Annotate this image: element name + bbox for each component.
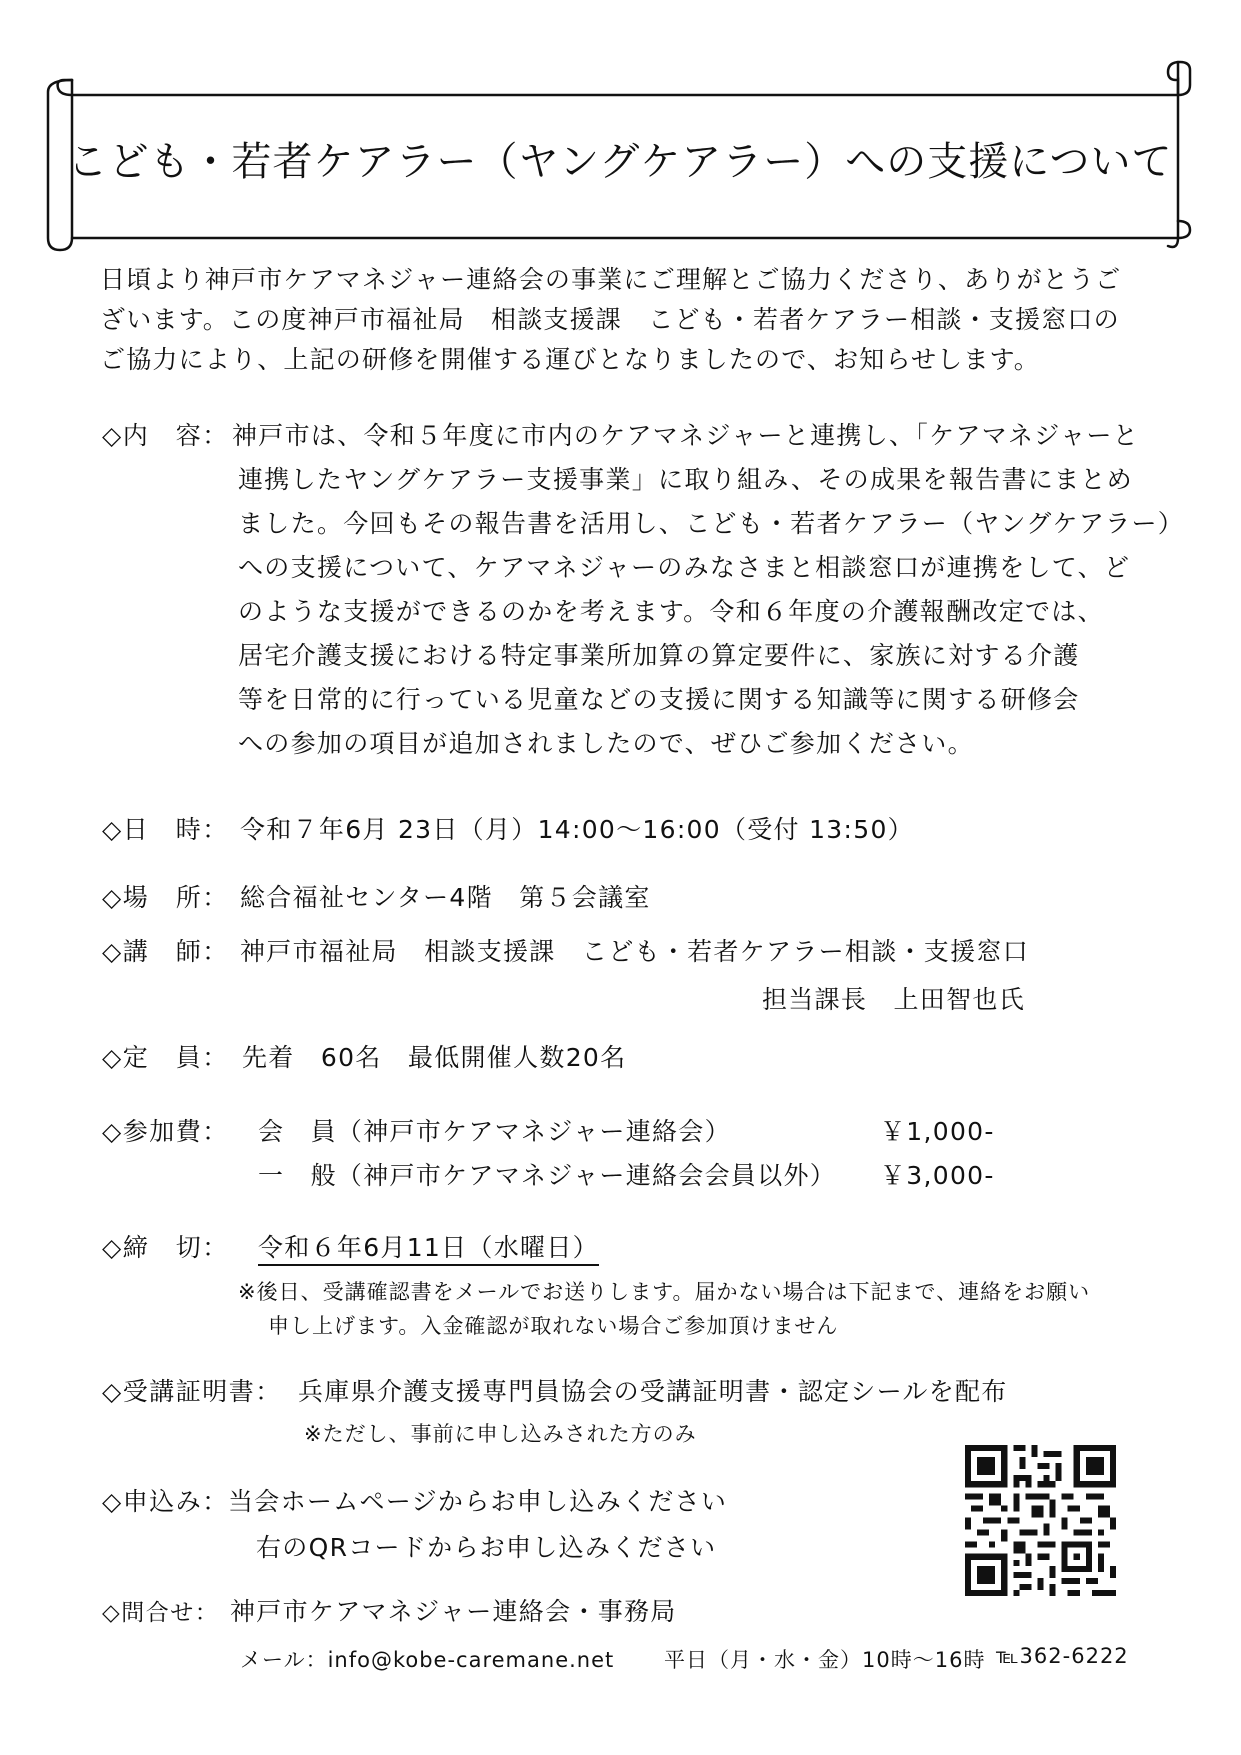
content-line-8: への参加の項目が追加されましたので、ぜひご参加ください。 <box>238 729 974 758</box>
intro-line-1: 日頃より神戸市ケアマネジャー連絡会の事業にご理解とご協力くださり、ありがとうご <box>100 265 1122 294</box>
certificate-note: ※ただし、事前に申し込みされた方のみ <box>304 1422 697 1446</box>
certificate-value: 兵庫県介護支援専門員協会の受講証明書・認定シールを配布 <box>298 1377 1008 1406</box>
contact-label: ◇問合せ： <box>102 1600 220 1626</box>
content-line-7: 等を日常的に行っている児童などの支援に関する知識等に関する研修会 <box>238 685 1080 714</box>
datetime-value: 令和７年6月 23日（月）14:00～16:00（受付 13:50） <box>240 815 914 844</box>
fee-member-label: 会 員（神戸市ケアマネジャー連絡会） <box>258 1117 731 1146</box>
apply-line-2: 右のQRコードからお申し込みください <box>256 1533 717 1562</box>
page-title: こども・若者ケアラー（ヤングケアラー）への支援について <box>67 139 1173 185</box>
capacity-label: ◇定 員： <box>102 1043 229 1072</box>
deadline-label: ◇締 切： <box>102 1233 229 1262</box>
lecturer-line-1: 神戸市福祉局 相談支援課 こども・若者ケアラー相談・支援窓口 <box>240 937 1030 966</box>
fee-label: ◇参加費： <box>102 1117 229 1146</box>
contact-mail[interactable]: メール：info@kobe-caremane.net <box>240 1648 615 1672</box>
content-line-4: への支援について、ケアマネジャーのみなさまと相談窓口が連携をして、ど <box>238 553 1131 582</box>
place-label: ◇場 所： <box>102 883 229 912</box>
fee-general-label: 一 般（神戸市ケアマネジャー連絡会会員以外） <box>258 1161 837 1190</box>
apply-label: ◇申込み： <box>102 1487 229 1516</box>
content-line-5: のような支援ができるのかを考えます。令和６年度の介護報酬改定では、 <box>238 597 1104 626</box>
lecturer-label: ◇講 師： <box>102 937 229 966</box>
intro-line-2: ざいます。この度神戸市福祉局 相談支援課 こども・若者ケアラー相談・支援窓口の <box>100 305 1120 334</box>
datetime-label: ◇日 時： <box>102 815 229 844</box>
content-line-3: ました。今回もその報告書を活用し、こども・若者ケアラー（ヤングケアラー） <box>238 509 1185 538</box>
deadline-note-2: 申し上げます。入金確認が取れない場合ご参加頂けません <box>268 1314 839 1338</box>
deadline-note-1: ※後日、受講確認書をメールでお送りします。届かない場合は下記まで、連絡をお願い <box>238 1280 1091 1304</box>
content-line-6: 居宅介護支援における特定事業所加算の算定要件に、家族に対する介護 <box>238 641 1080 670</box>
fee-general-price: ￥3,000- <box>880 1161 995 1190</box>
content-line-2: 連携したヤングケアラー支援事業」に取り組み、その成果を報告書にまとめ <box>238 465 1133 494</box>
deadline-value: 令和６年6月11日（水曜日） <box>258 1233 599 1266</box>
capacity-value: 先着 60名 最低開催人数20名 <box>242 1043 627 1072</box>
intro-line-3: ご協力により、上記の研修を開催する運びとなりましたので、お知らせします。 <box>100 345 1040 374</box>
contact-hours: 平日（月・水・金）10時～16時 <box>664 1648 986 1672</box>
fee-member-price: ￥1,000- <box>880 1117 995 1146</box>
apply-line-1: 当会ホームページからお申し込みください <box>228 1487 728 1516</box>
lecturer-line-2: 担当課長 上田智也氏 <box>762 985 1026 1014</box>
content-label: ◇内 容： <box>102 421 229 450</box>
contact-tel[interactable]: ℡362-6222 <box>996 1644 1129 1668</box>
qr-code-icon[interactable] <box>965 1445 1116 1596</box>
certificate-label: ◇受講証明書： <box>102 1377 282 1406</box>
contact-org: 神戸市ケアマネジャー連絡会・事務局 <box>230 1597 677 1626</box>
place-value: 総合福祉センター4階 第５会議室 <box>240 883 651 912</box>
content-line-1: 神戸市は、令和５年度に市内のケアマネジャーと連携し、「ケアマネジャーと <box>232 421 1140 450</box>
